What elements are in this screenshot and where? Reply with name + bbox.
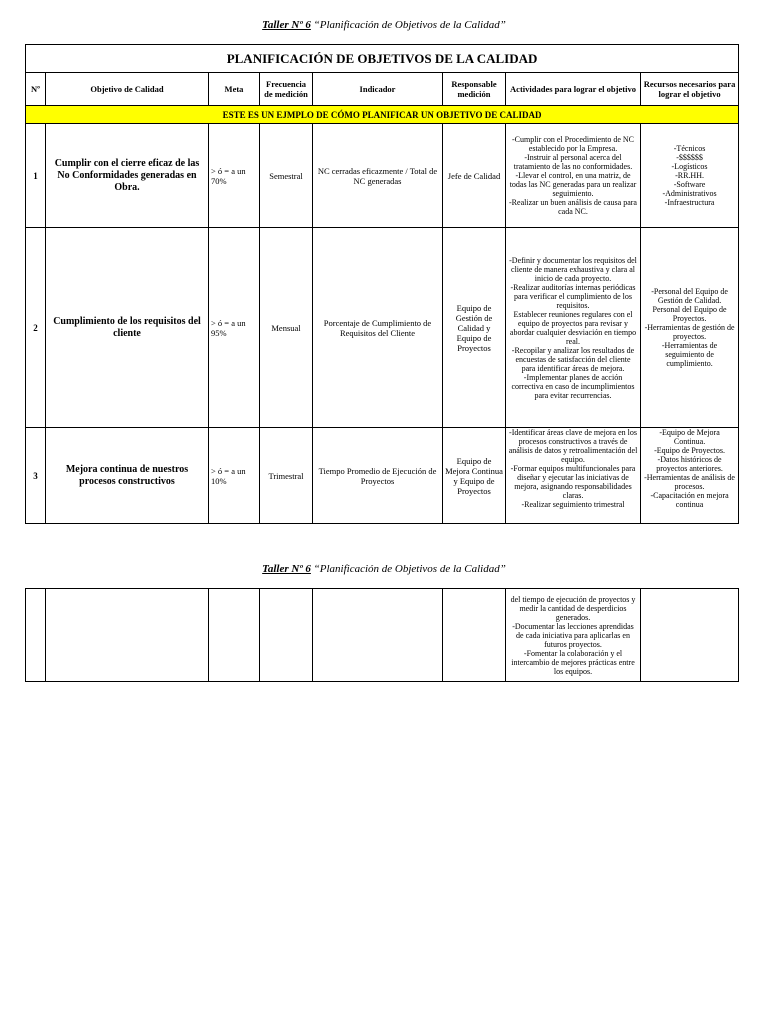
workshop-label: Taller Nº 6 bbox=[262, 563, 311, 575]
row-responsible: Jefe de Calidad bbox=[443, 124, 506, 228]
table-row bbox=[26, 124, 739, 228]
table-row bbox=[26, 228, 739, 428]
row-indicator: Porcentaje de Cumplimiento de Requisitos del Cliente bbox=[313, 228, 443, 428]
workshop-subtitle: “Planificación de Objetivos de la Calidad” bbox=[313, 19, 506, 31]
row-number: 2 bbox=[26, 228, 46, 428]
col-header-frequency: Frecuencia de medición bbox=[260, 73, 313, 106]
col-header-indicator: Indicador bbox=[313, 73, 443, 106]
col-header-resources: Recursos necesarios para lograr el objetivo bbox=[641, 73, 739, 106]
row-number bbox=[26, 589, 46, 682]
workshop-label: Taller Nº 6 bbox=[262, 19, 311, 31]
row-activities: del tiempo de ejecución de proyectos y medir la cantidad de desperdicios generados. -Documentar las lecciones aprendidas de cada iniciativa para aplicarlas en futuros proyectos. -Fomentar la colaboración y el intercambio de mejores prácticas entre los equipos. bbox=[506, 589, 641, 682]
row-activities: -Cumplir con el Procedimiento de NC establecido por la Empresa. -Instruir al personal acerca del tratamiento de las no conformidades. -Llevar el control, en una matriz, de todas las NC generadas para un realizar seguimiento. -Realizar un buen análisis de causa para cada NC. bbox=[506, 124, 641, 228]
row-number: 3 bbox=[26, 428, 46, 524]
row-objective: Mejora continua de nuestros procesos constructivos bbox=[46, 428, 209, 524]
row-number: 1 bbox=[26, 124, 46, 228]
col-header-activities: Actividades para lograr el objetivo bbox=[506, 73, 641, 106]
row-frequency: Trimestral bbox=[260, 428, 313, 524]
row-activities: -Identificar áreas clave de mejora en los procesos constructivos a través de análisis de datos y retroalimentación del equipo. -Formar equipos multifuncionales para diseñar y ejecutar las iniciativas de mejora, asignando responsabilidades claras. -Realizar seguimiento trimestral bbox=[506, 428, 641, 524]
row-goal bbox=[209, 589, 260, 682]
table-row bbox=[26, 428, 739, 524]
col-header-responsible: Responsable medición bbox=[443, 73, 506, 106]
row-responsible: Equipo de Mejora Continua y Equipo de Proyectos bbox=[443, 428, 506, 524]
row-goal: > ó = a un 95% bbox=[209, 228, 260, 428]
row-resources: -Personal del Equipo de Gestión de Calidad. Personal del Equipo de Proyectos. -Herramientas de gestión de proyectos. -Herramientas de seguimiento de cumplimiento. bbox=[641, 228, 739, 428]
row-objective bbox=[46, 589, 209, 682]
table-row bbox=[26, 589, 739, 682]
row-frequency bbox=[260, 589, 313, 682]
row-goal: > ó = a un 10% bbox=[209, 428, 260, 524]
col-header-number: Nº bbox=[26, 73, 46, 106]
row-frequency: Semestral bbox=[260, 124, 313, 228]
col-header-objective: Objetivo de Calidad bbox=[46, 73, 209, 106]
table-header-row bbox=[26, 73, 739, 106]
row-goal: > ó = a un 70% bbox=[209, 124, 260, 228]
page-heading bbox=[0, 18, 768, 32]
row-indicator: Tiempo Promedio de Ejecución de Proyectos bbox=[313, 428, 443, 524]
example-banner: ESTE ES UN EJMPLO DE CÓMO PLANIFICAR UN OBJETIVO DE CALIDAD bbox=[26, 106, 739, 124]
row-resources bbox=[641, 589, 739, 682]
page-heading-continued bbox=[0, 562, 768, 576]
quality-objectives-table bbox=[25, 44, 739, 524]
col-header-goal: Meta bbox=[209, 73, 260, 106]
row-resources: -Equipo de Mejora Continua. -Equipo de Proyectos. -Datos históricos de proyectos anteriores. -Herramientas de análisis de procesos. -Capacitación en mejora continua bbox=[641, 428, 739, 524]
row-indicator: NC cerradas eficazmente / Total de NC generadas bbox=[313, 124, 443, 228]
row-objective: Cumplir con el cierre eficaz de las No Conformidades generadas en Obra. bbox=[46, 124, 209, 228]
row-activities: -Definir y documentar los requisitos del cliente de manera exhaustiva y clara al inicio de cada proyecto. -Realizar auditorías internas periódicas para verificar el cumplimiento de los requisitos. Establecer reuniones regulares con el equipo de proyectos para revisar y abordar cualquier desviación en tiempo real. -Recopilar y analizar los resultados de encuestas de satisfacción del cliente para identificar áreas de mejora. -Implementar planes de acción correctiva en caso de incumplimientos para evitar recurrencias. bbox=[506, 228, 641, 428]
row-responsible: Equipo de Gestión de Calidad y Equipo de Proyectos bbox=[443, 228, 506, 428]
row-indicator bbox=[313, 589, 443, 682]
row-resources: -Técnicos -$$$$$$ -Logísticos -RR.HH. -Software -Administrativos -Infraestructura bbox=[641, 124, 739, 228]
workshop-subtitle: “Planificación de Objetivos de la Calidad” bbox=[313, 563, 506, 575]
table-title: PLANIFICACIÓN DE OBJETIVOS DE LA CALIDAD bbox=[26, 45, 739, 73]
row-frequency: Mensual bbox=[260, 228, 313, 428]
row-responsible bbox=[443, 589, 506, 682]
row-objective: Cumplimiento de los requisitos del cliente bbox=[46, 228, 209, 428]
continuation-table bbox=[25, 588, 739, 682]
